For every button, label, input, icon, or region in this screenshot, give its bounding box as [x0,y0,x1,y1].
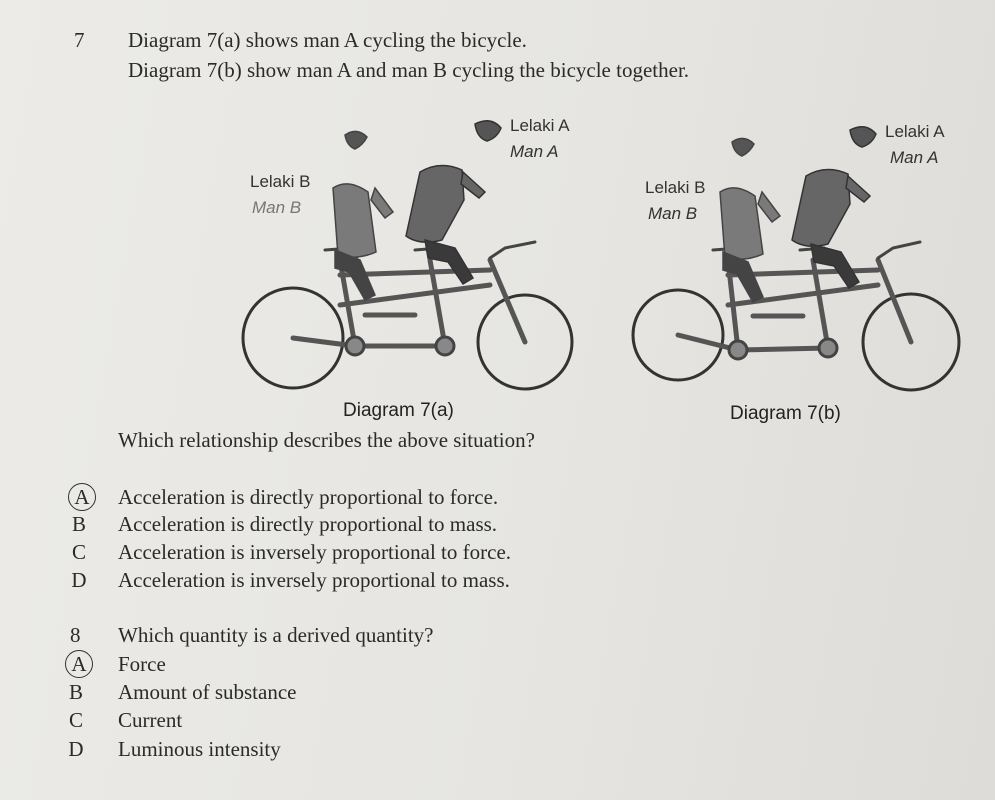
diagram-b-label-man-b: Man B [648,204,698,223]
diagram-b-label-lelaki-a: Lelaki A [885,122,945,141]
diagram-7b-illustration [628,120,963,400]
diagram-b-label-lelaki-b: Lelaki B [645,178,706,197]
option-text: Force [118,652,166,676]
question-7-line-2: Diagram 7(b) show man A and man B cycling the bicycle together. [128,58,690,82]
diagram-7b-man-a [792,127,876,288]
diagram-a-label-man-a: Man A [510,142,559,161]
option-letter: D [68,737,84,761]
diagram-7a-illustration [235,110,585,400]
option-text: Acceleration is directly proportional to force. [118,485,499,509]
question-7-line-1: Diagram 7(a) shows man A cycling the bicycle. [128,28,527,52]
option-text: Luminous intensity [118,737,281,761]
question-8-prompt: Which quantity is a derived quantity? [118,623,434,647]
diagram-a-label-man-b: Man B [252,198,302,217]
option-letter: D [71,568,87,592]
option-letter: B [71,512,86,536]
diagram-a-label-lelaki-a: Lelaki A [510,116,570,135]
diagram-b-label-man-a: Man A [890,148,939,167]
diagram-7b-caption: Diagram 7(b) [730,403,841,424]
option-text: Acceleration is inversely proportional to force. [118,540,512,564]
option-letter: C [68,708,83,732]
diagram-7a-caption: Diagram 7(a) [343,400,454,421]
question-7-number: 7 [74,28,85,52]
option-letter-circled: A [68,483,96,511]
option-text: Acceleration is directly proportional to mass. [118,512,498,536]
option-text: Amount of substance [118,680,297,704]
option-letter: B [68,680,83,704]
question-8-number: 8 [70,623,81,647]
option-text: Current [118,708,183,732]
option-text: Acceleration is inversely proportional to mass. [118,568,510,592]
option-letter: C [71,540,86,564]
diagram-a-label-lelaki-b: Lelaki B [250,172,311,191]
option-letter-circled: A [65,650,93,678]
diagram-7a-man-a [406,121,501,284]
question-7-prompt: Which relationship describes the above situation? [118,428,535,452]
